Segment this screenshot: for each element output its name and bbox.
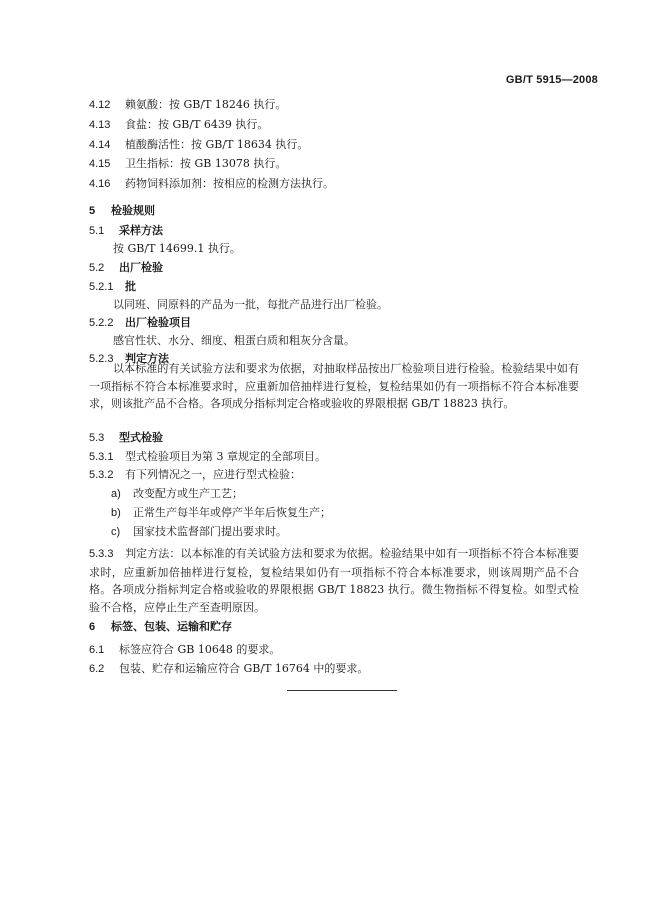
section-number: 6 bbox=[89, 621, 96, 633]
clause-number: 5.3.3 bbox=[89, 548, 114, 560]
section-5-heading bbox=[89, 204, 155, 218]
section-title: 标签、包装、运输和贮存 bbox=[111, 620, 232, 633]
clause-number: 4.14 bbox=[89, 139, 111, 151]
clause-title: 批 bbox=[125, 280, 136, 293]
clause-number: 6.1 bbox=[89, 644, 105, 656]
clause-text: 标签应符合 GB 10648 的要求。 bbox=[119, 643, 281, 656]
list-item-c bbox=[111, 525, 287, 539]
section-6-heading bbox=[89, 620, 232, 634]
clause-5-2-2-body: 感官性状、水分、细度、粗蛋白质和粗灰分含量。 bbox=[113, 334, 355, 347]
clause-text: 卫生指标：按 GB 13078 执行。 bbox=[125, 157, 287, 170]
clause-5-3-1 bbox=[89, 450, 326, 464]
list-item-a bbox=[111, 487, 243, 501]
clause-4-16 bbox=[89, 177, 334, 191]
clause-number: 5.3 bbox=[89, 432, 105, 444]
document-code: GB/T 5915—2008 bbox=[505, 74, 598, 86]
clause-number: 4.15 bbox=[89, 158, 111, 170]
clause-4-15 bbox=[89, 157, 286, 171]
clause-number: 5.2.3 bbox=[89, 353, 114, 365]
list-label: b) bbox=[111, 507, 121, 519]
list-text: 正常生产每半年或停产半年后恢复生产； bbox=[133, 506, 331, 519]
list-item-b bbox=[111, 506, 331, 520]
clause-5-2-3-body: 以本标准的有关试验方法和要求为依据，对抽取样品按出厂检验项目进行检验。检验结果中如有一项指标不符合本标准要求时，应重新加倍抽样进行复检，复检结果如仍有一项指标不符合本标准要求，则该批产品不合格。各项成分指标判定合格或验收的界限根据 GB/T 18823 执行。 bbox=[89, 362, 579, 410]
clause-6-2 bbox=[89, 662, 368, 676]
clause-5-3-heading bbox=[89, 431, 163, 445]
clause-title: 判定方法 bbox=[125, 352, 169, 365]
clause-number: 5.2.2 bbox=[89, 317, 114, 329]
clause-text: 有下列情况之一，应进行型式检验： bbox=[125, 468, 301, 481]
clause-number: 4.16 bbox=[89, 178, 111, 190]
clause-5-3-3 bbox=[89, 545, 579, 616]
clause-text: 食盐：按 GB/T 6439 执行。 bbox=[125, 118, 269, 131]
clause-number: 5.3.1 bbox=[89, 451, 114, 463]
list-label: c) bbox=[111, 526, 121, 538]
section-number: 5 bbox=[89, 205, 96, 217]
clause-text: 包装、贮存和运输应符合 GB/T 16764 中的要求。 bbox=[119, 662, 369, 675]
clause-5-1-heading bbox=[89, 224, 163, 238]
clause-number: 5.2.1 bbox=[89, 281, 114, 293]
clause-number: 5.2 bbox=[89, 262, 105, 274]
clause-text: 药物饲料添加剂：按相应的检测方法执行。 bbox=[125, 177, 334, 190]
clause-text: 型式检验项目为第 3 章规定的全部项目。 bbox=[125, 450, 326, 463]
clause-4-14 bbox=[89, 138, 308, 152]
clause-4-12 bbox=[89, 98, 286, 112]
clause-title: 出厂检验 bbox=[119, 261, 163, 274]
clause-5-2-1-heading bbox=[89, 280, 136, 294]
clause-title: 型式检验 bbox=[119, 431, 163, 444]
clause-number: 4.13 bbox=[89, 119, 111, 131]
clause-5-1-body: 按 GB/T 14699.1 执行。 bbox=[113, 242, 241, 255]
clause-4-13 bbox=[89, 118, 268, 132]
clause-title: 出厂检验项目 bbox=[125, 316, 191, 329]
clause-5-2-2-heading bbox=[89, 316, 191, 330]
clause-5-3-2 bbox=[89, 468, 301, 482]
end-of-document-rule bbox=[287, 690, 397, 691]
list-label: a) bbox=[111, 488, 121, 500]
clause-6-1 bbox=[89, 643, 280, 657]
section-title: 检验规则 bbox=[111, 204, 155, 217]
clause-text: 植酸酶活性：按 GB/T 18634 执行。 bbox=[125, 138, 309, 151]
clause-number: 6.2 bbox=[89, 663, 105, 675]
clause-5-2-1-body: 以同班、同原料的产品为一批，每批产品进行出厂检验。 bbox=[113, 298, 388, 311]
list-text: 国家技术监督部门提出要求时。 bbox=[133, 525, 287, 538]
clause-text: 判定方法：以本标准的有关试验方法和要求为依据。检验结果中如有一项指标不符合本标准要求时，应重新加倍抽样进行复检，复检结果如仍有一项指标不符合本标准要求，则该周期产品不合格。各项成分指标判定合格或验收的界限根据 GB/T 18823 执行。微生物指标不得复检。如型式检验不合格，应停止生产至查明原因。 bbox=[89, 547, 579, 614]
clause-5-2-heading bbox=[89, 261, 163, 275]
clause-title: 采样方法 bbox=[119, 224, 163, 237]
clause-number: 5.1 bbox=[89, 225, 105, 237]
clause-number: 5.3.2 bbox=[89, 469, 114, 481]
clause-number: 4.12 bbox=[89, 99, 111, 111]
list-text: 改变配方或生产工艺； bbox=[133, 487, 243, 500]
clause-text: 赖氨酸：按 GB/T 18246 执行。 bbox=[125, 98, 287, 111]
